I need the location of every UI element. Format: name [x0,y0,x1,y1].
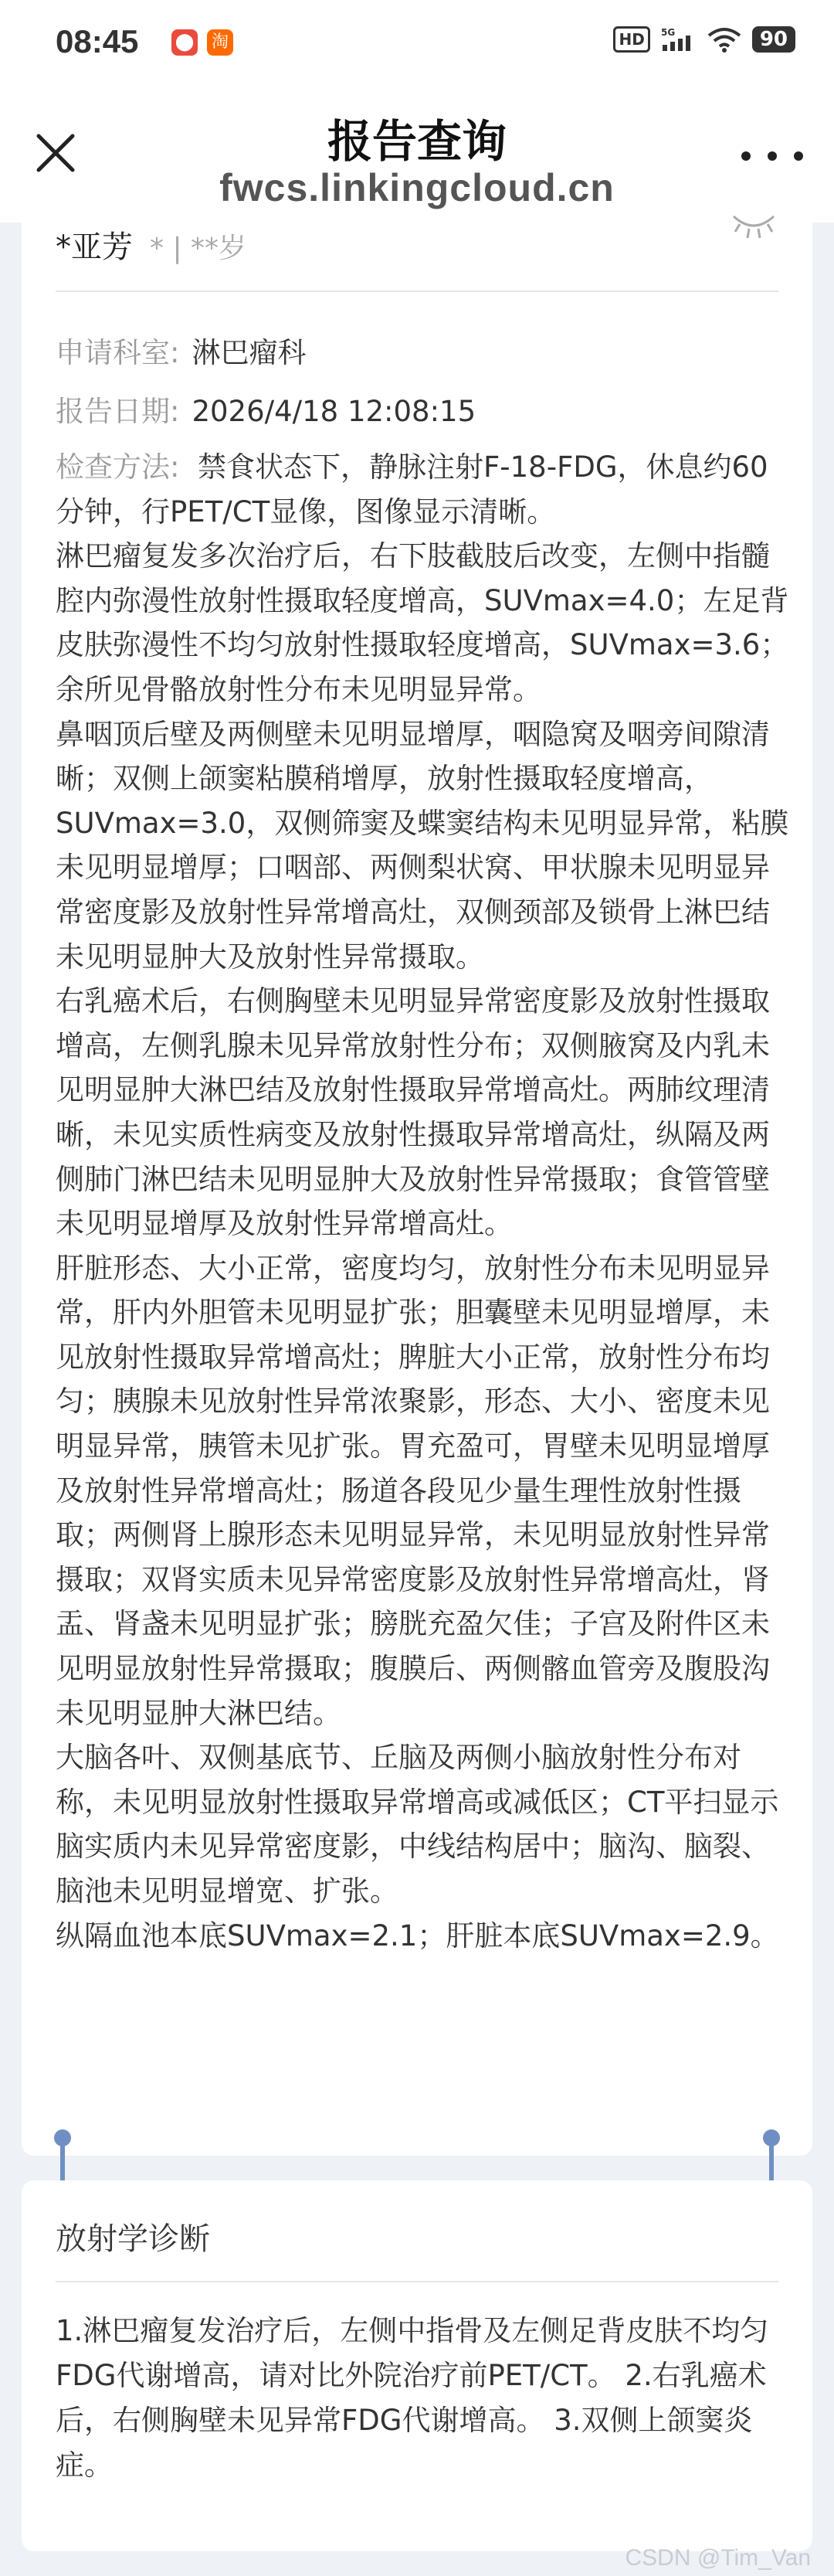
eye-closed-icon[interactable] [729,213,778,244]
method-text: 禁食状态下，静脉注射F-18-FDG，休息约60分钟，行PET/CT显像，图像显示清晰。 [56,450,768,528]
dept-value: 淋巴瘤科 [192,336,307,369]
more-options-icon[interactable] [741,141,803,172]
diagnosis-card [22,2180,812,2551]
page-url: fwcs.linkingcloud.cn [219,166,615,209]
dept-field [56,329,306,371]
patient-info [56,223,246,292]
status-time: 08:45 [56,23,139,59]
date-value: 2026/4/18 12:08:15 [192,395,476,428]
signal-icon [661,26,697,53]
page-title: 报告查询 [327,115,507,168]
svg-text:5G: 5G [660,27,676,38]
status-icons [613,26,795,53]
findings-paragraph: 鼻咽顶后壁及两侧壁未见明显增厚，咽隐窝及咽旁间隙清晰；双侧上颌窦粘膜稍增厚，放射性摄取轻度增高，SUVmax=3.0，双侧筛窦及蝶窦结构未见明显异常，粘膜未见明显增厚；口咽部、两侧梨状窝、甲状腺未见明显异常密度影及放射性异常增高灶，双侧颈部及锁骨上淋巴结未见明显肿大及放射性异常摄取。 [56,717,789,974]
findings-paragraph: 大脑各叶、双侧基底节、丘脑及两侧小脑放射性分布对称，未见明显放射性摄取异常增高或减低区；CT平扫显示脑实质内未见异常密度影，中线结构居中；脑沟、脑裂、脑池未见明显增宽、扩张。 [56,1741,779,1908]
findings-text [56,445,789,1958]
battery-icon: 90 [752,26,795,53]
hd-icon: HD [613,26,649,53]
watermark: CSDN @Tim_Van [625,2545,811,2571]
taobao-app-icon: 淘 [207,29,233,56]
divider [56,291,778,292]
findings-paragraph [56,445,789,534]
findings-paragraph: 淋巴瘤复发多次治疗后，右下肢截肢后改变，左侧中指髓腔内弥漫性放射性摄取轻度增高，SUVmax=4.0；左足背皮肤弥漫性不均匀放射性摄取轻度增高，SUVmax=3.6；余所见骨骼放射性分布未见明显异常。 [56,539,789,706]
findings-paragraph: 肝脏形态、大小正常，密度均匀，放射性分布未见明显异常，肝内外胆管未见明显扩张；胆囊壁未见明显增厚，未见放射性摄取异常增高灶；脾脏大小正常，放射性分布均匀；胰腺未见放射性异常浓聚影，形态、大小、密度未见明显异常，胰管未见扩张。胃充盈可，胃壁未见明显增厚及放射性异常增高灶；肠道各段见少量生理性放射性摄取；两侧肾上腺形态未见明显异常，未见明显放射性异常摄取；双肾实质未见异常密度影及放射性异常增高灶，肾盂、肾盏未见明显扩张；膀胱充盈欠佳；子宫及附件区未见明显放射性异常摄取；腹膜后、两侧髂血管旁及腹股沟未见明显肿大淋巴结。 [56,1251,770,1730]
diagnosis-title: 放射学诊断 [56,2221,210,2257]
findings-paragraph: 右乳癌术后，右侧胸壁未见明显异常密度影及放射性摄取增高，左侧乳腺未见异常放射性分布；双侧腋窝及内乳未见明显肿大淋巴结及放射性摄取异常增高灶。两肺纹理清晰，未见实质性病变及放射性摄取异常增高灶，纵隔及两侧肺门淋巴结未见明显肿大及放射性异常摄取；食管管壁未见明显增厚及放射性异常增高灶。 [56,984,770,1241]
map-app-icon: ⬤ [171,29,198,56]
findings-paragraph: 纵隔血池本底SUVmax=2.1；肝脏本底SUVmax=2.9。 [56,1918,779,1952]
wifi-icon [707,26,741,53]
method-label: 检查方法: [56,450,180,484]
report-card [22,223,812,2156]
date-label: 报告日期: [56,395,180,428]
date-field [56,388,476,430]
dept-label: 申请科室: [56,336,180,369]
diagnosis-text: 1.淋巴瘤复发治疗后，左侧中指骨及左侧足背皮肤不均匀FDG代谢增高，请对比外院治疗前PET/CT。 2.右乳癌术后，右侧胸壁未见异常FDG代谢增高。 3.双侧上颌窦炎症。 [56,2314,769,2482]
divider [56,2281,778,2282]
patient-meta: * | **岁 [150,233,247,264]
patient-name: *亚芳 [56,229,133,265]
